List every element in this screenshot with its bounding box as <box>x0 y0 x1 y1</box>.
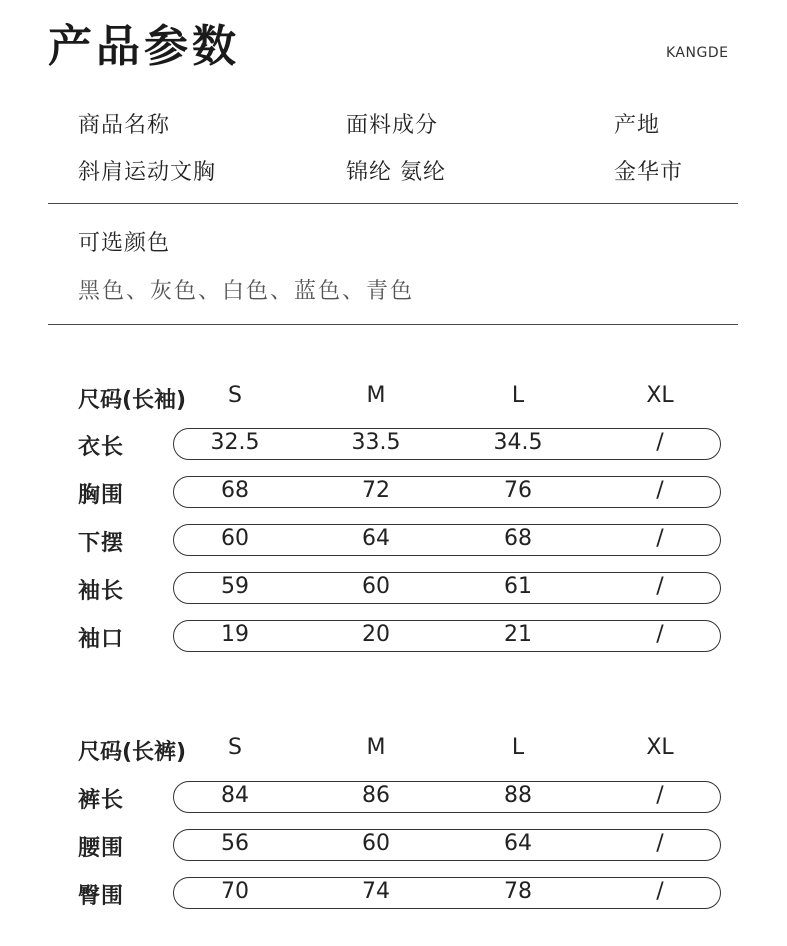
cell-s: 56 <box>221 831 249 856</box>
info-label-origin: 产地 <box>614 113 661 138</box>
cell-xl: / <box>656 783 664 808</box>
cell-xl: / <box>656 430 664 455</box>
size-s: S <box>228 383 242 408</box>
info-label-product-name: 商品名称 <box>78 113 171 138</box>
size-m: M <box>366 383 386 408</box>
size-l: L <box>511 383 525 408</box>
colors-values: 黑色、灰色、白色、蓝色、青色 <box>78 279 415 304</box>
row-label: 下摆 <box>78 531 125 556</box>
cell-s: 60 <box>221 526 249 551</box>
cell-m: 64 <box>362 526 390 551</box>
row-pill <box>173 620 721 652</box>
cell-l: 61 <box>504 574 532 599</box>
size-m: M <box>366 735 386 760</box>
size-table-header <box>0 735 787 775</box>
cell-m: 86 <box>362 783 390 808</box>
row-pill <box>173 877 721 909</box>
table-row <box>0 524 787 560</box>
cell-m: 20 <box>362 622 390 647</box>
cell-l: 21 <box>504 622 532 647</box>
row-label: 腰围 <box>78 836 125 861</box>
cell-m: 60 <box>362 831 390 856</box>
cell-m: 60 <box>362 574 390 599</box>
size-header-label: 尺码(长袖) <box>78 388 187 413</box>
info-value-fabric: 锦纶 氨纶 <box>346 160 446 185</box>
size-l: L <box>511 735 525 760</box>
row-label: 衣长 <box>78 435 125 460</box>
cell-s: 84 <box>221 783 249 808</box>
page-title: 产品参数 <box>48 21 240 72</box>
info-value-product-name: 斜肩运动文胸 <box>78 160 217 185</box>
cell-m: 33.5 <box>351 430 401 455</box>
size-table-header <box>0 383 787 423</box>
colors-label: 可选颜色 <box>78 231 171 256</box>
info-label-fabric: 面料成分 <box>346 113 439 138</box>
cell-s: 68 <box>221 478 249 503</box>
cell-s: 32.5 <box>210 430 260 455</box>
cell-xl: / <box>656 879 664 904</box>
row-pill <box>173 572 721 604</box>
cell-l: 68 <box>504 526 532 551</box>
cell-xl: / <box>656 622 664 647</box>
table-row <box>0 572 787 608</box>
table-row <box>0 829 787 865</box>
table-row <box>0 781 787 817</box>
cell-m: 74 <box>362 879 390 904</box>
cell-l: 88 <box>504 783 532 808</box>
divider-top <box>48 203 738 204</box>
row-pill <box>173 781 721 813</box>
size-header-label: 尺码(长裤) <box>78 740 187 765</box>
row-label: 胸围 <box>78 483 125 508</box>
table-row <box>0 877 787 913</box>
cell-l: 78 <box>504 879 532 904</box>
cell-l: 76 <box>504 478 532 503</box>
row-label: 臀围 <box>78 884 125 909</box>
row-label: 袖长 <box>78 579 125 604</box>
table-row <box>0 620 787 656</box>
row-pill <box>173 829 721 861</box>
cell-s: 70 <box>221 879 249 904</box>
cell-l: 64 <box>504 831 532 856</box>
divider-bottom <box>48 324 738 325</box>
size-xl: XL <box>646 735 674 760</box>
cell-m: 72 <box>362 478 390 503</box>
row-pill <box>173 476 721 508</box>
row-pill <box>173 524 721 556</box>
cell-xl: / <box>656 526 664 551</box>
row-label: 裤长 <box>78 788 125 813</box>
size-s: S <box>228 735 242 760</box>
cell-xl: / <box>656 574 664 599</box>
table-row <box>0 428 787 464</box>
cell-l: 34.5 <box>493 430 543 455</box>
info-value-origin: 金华市 <box>614 160 684 185</box>
table-row <box>0 476 787 512</box>
size-xl: XL <box>646 383 674 408</box>
cell-s: 59 <box>221 574 249 599</box>
cell-xl: / <box>656 478 664 503</box>
brand-name: KANGDE <box>666 45 729 61</box>
cell-xl: / <box>656 831 664 856</box>
cell-s: 19 <box>221 622 249 647</box>
row-label: 袖口 <box>78 627 125 652</box>
